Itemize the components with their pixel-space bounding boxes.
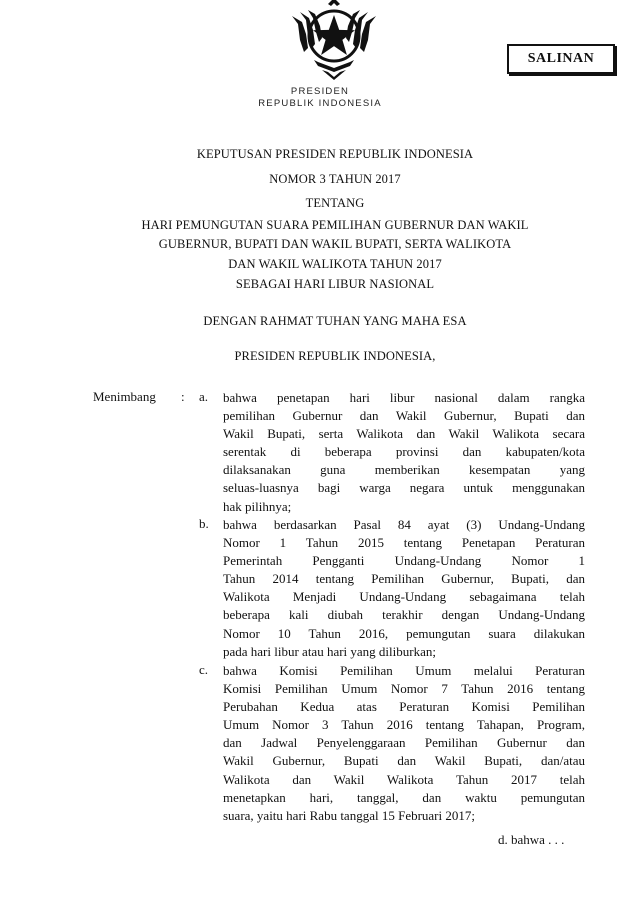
text-line: Nomor 1 Tahun 2015 tentang Penetapan Peraturan	[223, 535, 585, 551]
decree-title: KEPUTUSAN PRESIDEN REPUBLIK INDONESIA	[196, 147, 474, 161]
text-line: Tahun 2014 tentang Pemilihan Gubernur, Bupati, dan	[223, 571, 585, 587]
text-line: Wakil Gubernur, Bupati dan Wakil Bupati, dan/atau	[223, 753, 585, 769]
about-heading: TENTANG	[305, 196, 365, 210]
menimbang-colon: :	[181, 389, 185, 404]
text-line: beberapa kali diubah terakhir dengan Undang-Undang	[223, 607, 585, 623]
continuation-reference: d. bahwa . . .	[498, 832, 565, 847]
decree-number: NOMOR 3 TAHUN 2017	[269, 172, 401, 186]
issuer: PRESIDEN REPUBLIK INDONESIA,	[234, 349, 436, 363]
text-line: menetapkan hari, tanggal, dan waktu pemungutan	[223, 789, 585, 805]
item-text	[223, 662, 585, 825]
text-line: Perubahan Kedua atas Peraturan Komisi Pemilihan	[223, 699, 585, 715]
text-line: hak pilihnya;	[223, 498, 292, 514]
item-letter: b.	[199, 516, 209, 531]
text-line: bahwa Komisi Pemilihan Umum melalui Peraturan	[223, 663, 585, 678]
text-line: serentak di beberapa provinsi dan kabupaten/kota	[223, 444, 585, 460]
text-line: pada hari libur atau hari yang diliburkan;	[223, 643, 436, 659]
salinan-stamp: SALINAN	[507, 44, 615, 74]
president-label-line-2: REPUBLIK INDONESIA	[258, 98, 382, 109]
item-text	[223, 389, 585, 516]
text-line: seluas-luasnya bagi warga negara untuk menggunakan	[223, 480, 585, 496]
item-letter: c.	[199, 662, 209, 677]
text-line: Umum Nomor 3 Tahun 2016 tentang Tahapan, Program,	[223, 717, 585, 733]
text-line: Walikota dan Wakil Walikota Tahun 2017 telah	[223, 771, 585, 787]
menimbang-label: Menimbang	[93, 389, 156, 404]
presidential-emblem-icon	[284, 0, 384, 82]
text-line: dilaksanakan guna memberikan kesempatan yang	[223, 462, 585, 478]
invocation: DENGAN RAHMAT TUHAN YANG MAHA ESA	[203, 314, 467, 328]
text-line: suara, yaitu hari Rabu tanggal 15 Februari 2017;	[223, 807, 475, 823]
subject-line-2: GUBERNUR, BUPATI DAN WAKIL BUPATI, SERTA WALIKOTA	[158, 237, 512, 251]
president-label-line-1: PRESIDEN	[290, 86, 350, 97]
text-line: dan Jadwal Penyelenggaraan Pemilihan Gubernur dan	[223, 735, 585, 751]
text-line: bahwa penetapan hari libur nasional dalam rangka	[223, 390, 585, 405]
text-line: Nomor 10 Tahun 2016, pemungutan suara dilakukan	[223, 625, 585, 641]
text-line: bahwa berdasarkan Pasal 84 ayat (3) Undang-Undang	[223, 517, 585, 532]
text-line: Pemerintah Pengganti Undang-Undang Nomor 1	[223, 553, 585, 569]
text-line: pemilihan Gubernur dan Wakil Gubernur, Bupati dan	[223, 408, 585, 424]
subject-line-3: DAN WAKIL WALIKOTA TAHUN 2017	[228, 257, 442, 271]
text-line: Wakil Bupati, serta Walikota dan Wakil Walikota secara	[223, 426, 585, 442]
subject-line-4: SEBAGAI HARI LIBUR NASIONAL	[235, 277, 435, 291]
item-text	[223, 516, 585, 661]
subject-line-1: HARI PEMUNGUTAN SUARA PEMILIHAN GUBERNUR DAN WAKIL	[141, 218, 529, 232]
item-letter: a.	[199, 389, 209, 404]
text-line: Komisi Pemilihan Umum Nomor 7 Tahun 2016 tentang	[223, 681, 585, 697]
text-line: Walikota Menjadi Undang-Undang sebagaimana telah	[223, 589, 585, 605]
